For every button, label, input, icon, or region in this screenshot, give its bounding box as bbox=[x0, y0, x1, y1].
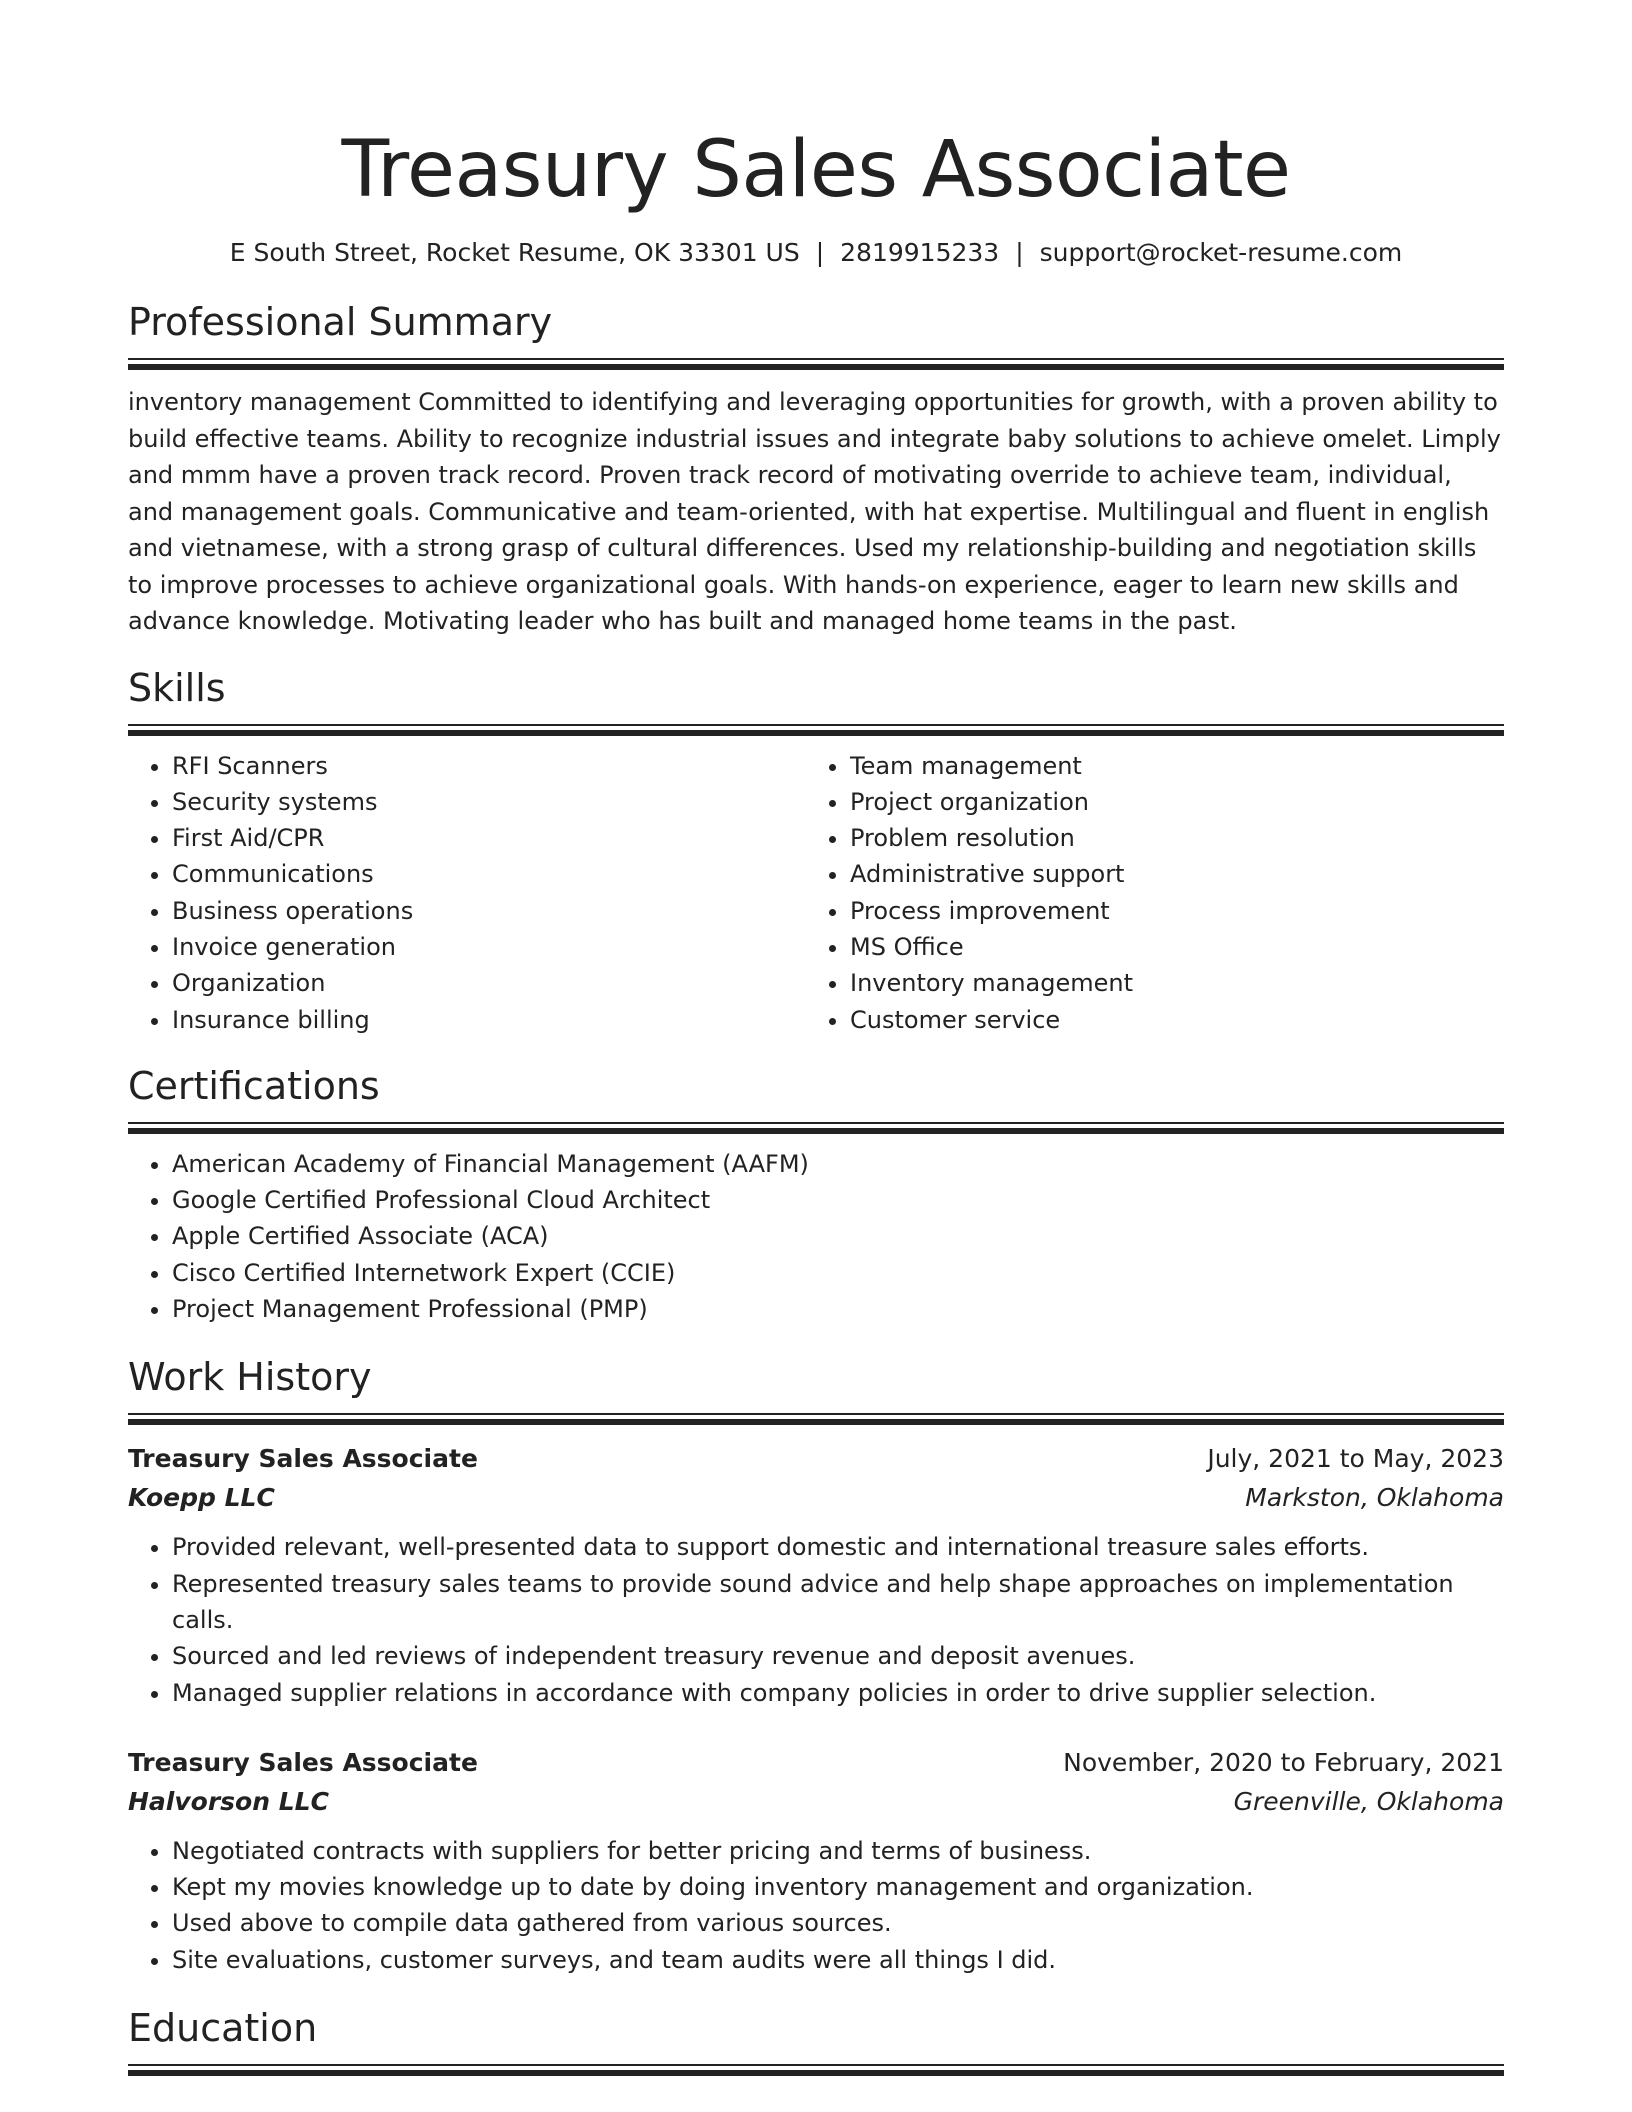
skill-item: • RFI Scanners bbox=[172, 748, 806, 784]
job-dates: July, 2021 to May, 2023 bbox=[1207, 1444, 1504, 1474]
section-education bbox=[128, 2004, 1504, 2076]
job-title: Treasury Sales Associate bbox=[128, 1747, 478, 1777]
certification-item: • Apple Certified Associate (ACA) bbox=[172, 1218, 1504, 1254]
section-skills bbox=[128, 664, 1504, 1038]
job-bullet: • Kept my movies knowledge up to date by doing inventory management and organization. bbox=[172, 1869, 1504, 1905]
skill-item: • Invoice generation bbox=[172, 929, 806, 965]
section-divider bbox=[128, 2064, 1504, 2076]
section-heading-summary: Professional Summary bbox=[128, 300, 553, 344]
job-entry bbox=[128, 1743, 1504, 1978]
skill-item: • Administrative support bbox=[850, 856, 1484, 892]
job-company-row bbox=[128, 1478, 1504, 1517]
job-bullet: • Provided relevant, well-presented data to support domestic and international treasure sales efforts. bbox=[172, 1529, 1504, 1565]
job-company: Koepp LLC bbox=[128, 1483, 275, 1513]
contact-separator: | bbox=[815, 238, 825, 267]
section-divider bbox=[128, 724, 1504, 736]
summary-text: inventory management Committed to identifying and leveraging opportunities for growth, with a proven ability to build effective teams. Ability to recognize industrial issues and integrate baby solutions to achieve omelet. Limply and mmm have a proven track record. Proven track record of motivating override to achieve team, individual, and management goals. Communicative and team-oriented, with hat expertise. Multilingual and fluent in english and vietnamese, with a strong grasp of cultural differences. Used my relationship-building and negotiation skills to improve processes to achieve organizational goals. With hands-on experience, eager to learn new skills and advance knowledge. Motivating leader who has built and managed home teams in the past. bbox=[128, 388, 1501, 635]
skills-list-right bbox=[806, 748, 1484, 1038]
section-work-history bbox=[128, 1353, 1504, 1978]
job-title: Treasury Sales Associate bbox=[128, 1444, 478, 1474]
job-bullet: • Site evaluations, customer surveys, and team audits were all things I did. bbox=[172, 1942, 1504, 1978]
job-entry bbox=[128, 1439, 1504, 1710]
section-heading-skills: Skills bbox=[128, 665, 226, 710]
certification-item: • Cisco Certified Internetwork Expert (CCIE) bbox=[172, 1255, 1504, 1291]
skill-item: • Insurance billing bbox=[172, 1002, 806, 1038]
section-divider bbox=[128, 1413, 1504, 1425]
contact-separator: | bbox=[1015, 238, 1024, 267]
skill-item: • Team management bbox=[850, 748, 1484, 784]
skill-item: • MS Office bbox=[850, 929, 1484, 965]
job-bullet: • Sourced and led reviews of independent treasury revenue and deposit avenues. bbox=[172, 1638, 1504, 1674]
contact-line bbox=[128, 236, 1504, 270]
section-divider bbox=[128, 358, 1504, 370]
section-heading-certifications: Certifications bbox=[128, 1063, 380, 1108]
job-bullet: • Represented treasury sales teams to provide sound advice and help shape approaches on implementation calls. bbox=[172, 1566, 1504, 1639]
skills-list-left bbox=[128, 748, 806, 1038]
contact-address: E South Street, Rocket Resume, OK 33301 US bbox=[229, 238, 800, 267]
skill-item: • Organization bbox=[172, 965, 806, 1001]
contact-email: support@rocket-resume.com bbox=[1039, 238, 1403, 267]
job-bullets bbox=[128, 1833, 1504, 1978]
resume-title: Treasury Sales Associate bbox=[341, 125, 1291, 215]
job-header-row bbox=[128, 1743, 1504, 1782]
job-company: Halvorson LLC bbox=[128, 1786, 329, 1816]
skills-grid bbox=[128, 736, 1504, 1038]
certification-item: • American Academy of Financial Management (AAFM) bbox=[172, 1146, 1504, 1182]
skill-item: • Customer service bbox=[850, 1002, 1484, 1038]
certifications-list bbox=[128, 1146, 1504, 1327]
job-bullets bbox=[128, 1529, 1504, 1710]
skill-item: • Project organization bbox=[850, 784, 1484, 820]
job-company-row bbox=[128, 1782, 1504, 1821]
skill-item: • Business operations bbox=[172, 893, 806, 929]
skill-item: • Communications bbox=[172, 856, 806, 892]
section-summary bbox=[128, 298, 1504, 640]
skill-item: • Security systems bbox=[172, 784, 806, 820]
section-certifications bbox=[128, 1062, 1504, 1327]
job-header-row bbox=[128, 1439, 1504, 1478]
certification-item: • Google Certified Professional Cloud Architect bbox=[172, 1182, 1504, 1218]
certification-item: • Project Management Professional (PMP) bbox=[172, 1291, 1504, 1327]
section-heading-work-history: Work History bbox=[128, 1355, 372, 1400]
job-location: Greenville, Oklahoma bbox=[1233, 1786, 1504, 1816]
contact-phone: 2819915233 bbox=[840, 238, 1000, 267]
skill-item: • Problem resolution bbox=[850, 820, 1484, 856]
job-bullet: • Negotiated contracts with suppliers for better pricing and terms of business. bbox=[172, 1833, 1504, 1869]
section-heading-education: Education bbox=[128, 2006, 318, 2051]
skill-item: • Process improvement bbox=[850, 893, 1484, 929]
skill-item: • Inventory management bbox=[850, 965, 1484, 1001]
job-dates: November, 2020 to February, 2021 bbox=[1063, 1747, 1504, 1777]
section-divider bbox=[128, 1122, 1504, 1134]
job-bullet: • Used above to compile data gathered from various sources. bbox=[172, 1905, 1504, 1941]
job-bullet: • Managed supplier relations in accordance with company policies in order to drive supplier selection. bbox=[172, 1675, 1504, 1711]
job-location: Markston, Oklahoma bbox=[1245, 1483, 1504, 1513]
skill-item: • First Aid/CPR bbox=[172, 820, 806, 856]
